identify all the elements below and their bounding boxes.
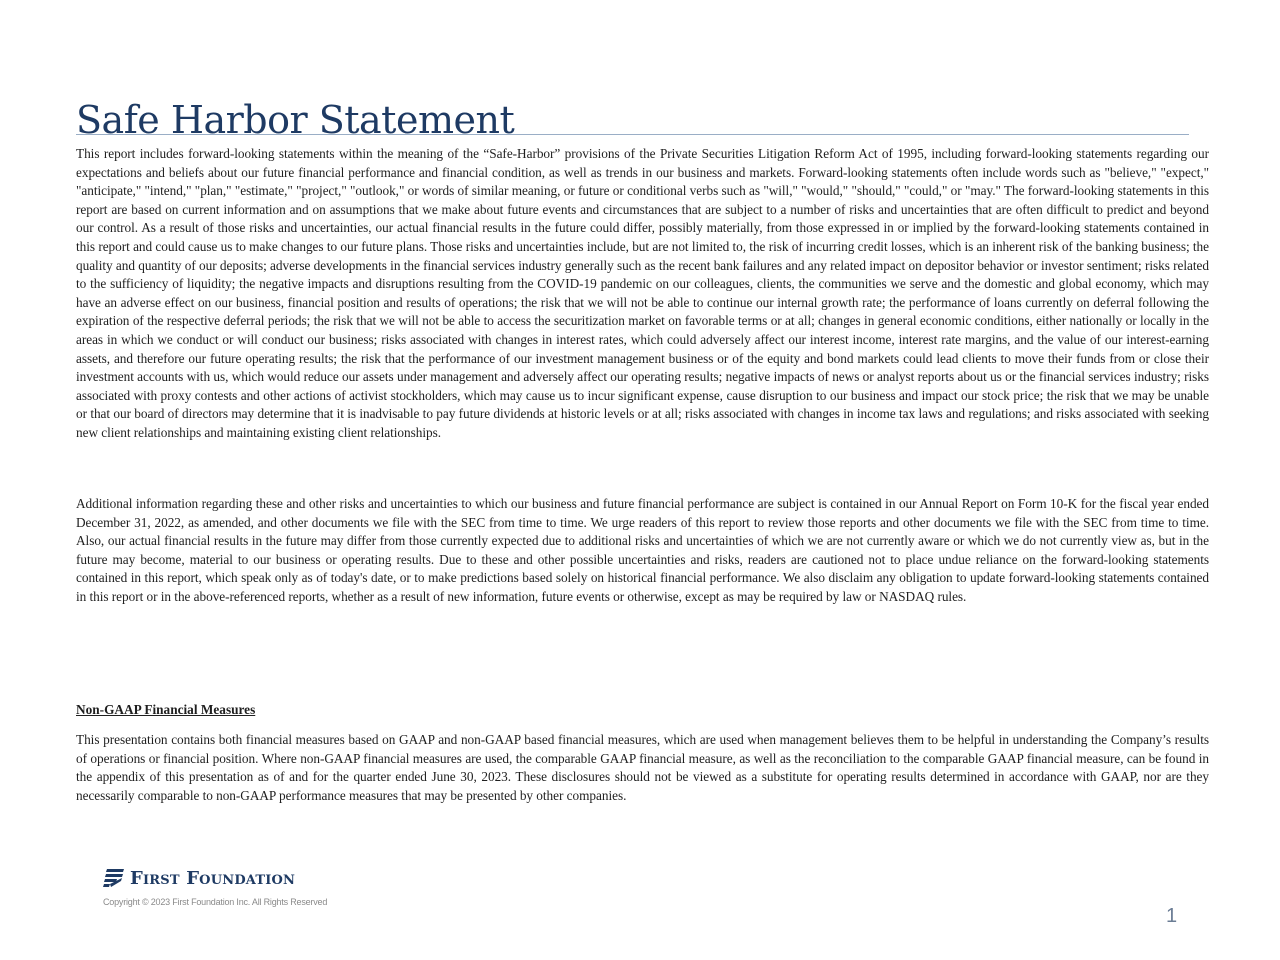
company-logo <box>102 866 295 890</box>
first-foundation-flag-icon <box>102 868 124 888</box>
copyright-text: Copyright © 2023 First Foundation Inc. All Rights Reserved <box>103 897 328 907</box>
safe-harbor-paragraph-2: Additional information regarding these and other risks and uncertainties to which our business and future financial performance are subject is contained in our Annual Report on Form 10-K for the fiscal year ended December 31, 2022, as amended, and other documents we file with the SEC from time to time. We urge readers of this report to review those reports and other documents we file with the SEC from time to time. Also, our actual financial results in the future may differ from those currently expected due to additional risks and uncertainties of which we are not currently aware or which we do not currently view as, but in the future may become, material to our business or operating results. Due to these and other possible uncertainties and risks, readers are cautioned not to place undue reliance on the forward-looking statements contained in this report, which speak only as of today's date, or to make predictions based solely on historical financial performance. We also disclaim any obligation to update forward-looking statements contained in this report or in the above-referenced reports, whether as a result of new information, future events or otherwise, except as may be required by law or NASDAQ rules. <box>76 496 1209 604</box>
non-gaap-paragraph: This presentation contains both financial measures based on GAAP and non-GAAP based financial measures, which are used when management believes them to be helpful in understanding the Company’s results of operations or financial position. Where non-GAAP financial measures are used, the comparable GAAP financial measure, as well as the reconciliation to the comparable GAAP financial measure, can be found in the appendix of this presentation as of and for the quarter ended June 30, 2023. These disclosures should not be viewed as a substitute for operating results determined in accordance with GAAP, nor are they necessarily comparable to non-GAAP performance measures that may be presented by other companies. <box>76 732 1209 803</box>
page-title: Safe Harbor Statement <box>76 98 515 142</box>
logo-text: First Foundation <box>130 867 296 889</box>
safe-harbor-paragraph-1: This report includes forward-looking statements within the meaning of the “Safe-Harbor” provisions of the Private Securities Litigation Reform Act of 1995, including forward-looking statements regarding our expectations and beliefs about our future financial performance and financial condition, as well as trends in our business and markets. Forward-looking statements often include words such as "believe," "expect," "anticipate," "intend," "plan," "estimate," "project," "outlook," or words of similar meaning, or future or conditional verbs such as "will," "would," "should," "could," or "may." The forward-looking statements in this report are based on current information and on assumptions that we make about future events and circumstances that are subject to a number of risks and uncertainties that are often difficult to predict and beyond our control. As a result of those risks and uncertainties, our actual financial results in the future could differ, possibly materially, from those expressed in or implied by the forward-looking statements contained in this report and could cause us to make changes to our future plans. Those risks and uncertainties include, but are not limited to, the risk of incurring credit losses, which is an inherent risk of the banking business; the quality and quantity of our deposits; adverse developments in the financial services industry generally such as the recent bank failures and any related impact on depositor behavior or investor sentiment; risks related to the sufficiency of liquidity; the negative impacts and disruptions resulting from the COVID-19 pandemic on our colleagues, clients, the communities we serve and the domestic and global economy, which may have an adverse effect on our business, financial position and results of operations; the risk that we will not be able to continue our internal growth rate; the performance of loans currently on deferral following the expiration of the respective deferral periods; the risk that we will not be able to access the securitization market on favorable terms or at all; changes in general economic conditions, either nationally or locally in the areas in which we conduct or will conduct our business; risks associated with changes in interest rates, which could adversely affect our interest income, interest rate margins, and the value of our interest-earning assets, and therefore our future operating results; the risk that the performance of our investment management business or of the equity and bond markets could lead clients to move their funds from or close their investment accounts with us, which would reduce our assets under management and adversely affect our operating results; negative impacts of news or analyst reports about us or the financial services industry; risks associated with proxy contests and other actions of activist stockholders, which may cause us to incur significant expense, cause disruption to our business and impact our stock price; the risk that we may be unable or that our board of directors may determine that it is inadvisable to pay future dividends at historic levels or at all; risks associated with changes in income tax laws and regulations; and risks associated with seeking new client relationships and maintaining existing client relationships. <box>76 146 1209 440</box>
title-divider <box>76 134 1189 135</box>
page-number: 1 <box>1166 905 1178 927</box>
non-gaap-heading: Non-GAAP Financial Measures <box>76 702 256 717</box>
